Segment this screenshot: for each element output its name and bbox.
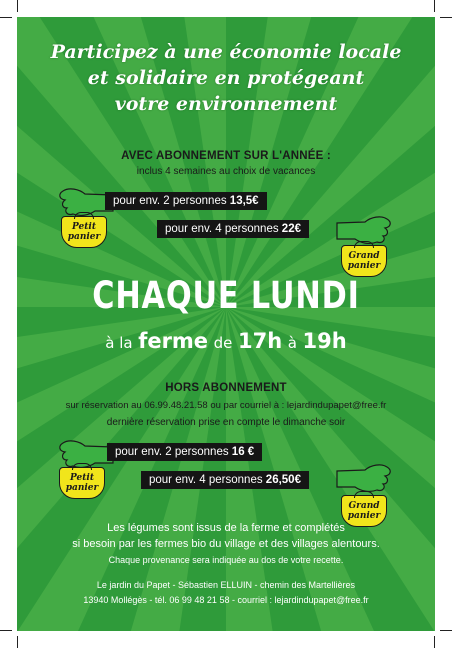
no-subscription-title: HORS ABONNEMENT (165, 382, 287, 394)
crop-mark (0, 17, 12, 18)
large-basket-icon (341, 245, 387, 277)
footer-line-1: Les légumes sont issus de la ferme et complétés (107, 522, 345, 534)
day-headline: CHAQUE LUNDI (92, 274, 360, 317)
flyer (17, 17, 435, 631)
headline-line-2: et solidaire en protégeant (87, 67, 365, 89)
basket-text: Petit (70, 473, 94, 483)
price-value: 16 € (231, 446, 255, 458)
no-subscription-note-2: dernière réservation prise en compte le dimanche soir (106, 417, 346, 428)
basket-text: Grand (348, 251, 380, 261)
schedule-de: de (213, 334, 233, 352)
crop-mark (434, 636, 435, 648)
crop-mark (440, 630, 452, 631)
price-value: 22€ (281, 223, 301, 235)
price-label: pour env. 4 personnes (149, 474, 263, 486)
crop-mark (434, 0, 435, 12)
footer-line-2: si besoin par les fermes bio du village et des villages alentours. (72, 538, 380, 550)
price-label: pour env. 2 personnes (115, 446, 229, 458)
crop-mark (17, 0, 18, 12)
crop-mark (440, 17, 452, 18)
headline (17, 39, 435, 117)
footer-line-3: Chaque provenance sera indiquée au dos de votre recette. (108, 555, 344, 565)
no-subscription-note-1: sur réservation au 06.99.48.21.58 ou par courriel à : lejardindupapet@free.fr (65, 400, 387, 411)
no-subscription-small-price (107, 443, 262, 461)
schedule-end: 19h (302, 329, 347, 353)
price-label: pour env. 4 personnes (165, 223, 279, 235)
headline-line-1: Participez à une économie locale (50, 41, 402, 63)
basket-text: panier (65, 483, 99, 493)
subscription-large-price (157, 220, 309, 238)
schedule (17, 329, 435, 353)
crop-mark (17, 636, 18, 648)
crop-mark (0, 630, 12, 631)
schedule-start: 17h (237, 329, 283, 353)
schedule-a: à (287, 334, 297, 352)
basket-text: Grand (348, 501, 380, 511)
small-basket-icon (61, 216, 107, 248)
subscription-small-price (105, 192, 267, 210)
subscription-title: AVEC ABONNEMENT SUR L'ANNÉE : (121, 150, 331, 162)
schedule-a-la: à la (105, 334, 133, 352)
price-value: 13,5€ (229, 195, 259, 207)
footer-contact-1: Le jardin du Papet - Sébastien ELLUIN - chemin des Martellières (96, 580, 356, 590)
no-subscription-large-price (141, 471, 309, 489)
basket-text: Petit (72, 222, 96, 232)
footer-contact-2: 13940 Mollégès - tél. 06 99 48 21 58 - courriel : lejardindupapet@free.fr (83, 595, 369, 605)
schedule-ferme: ferme (138, 329, 209, 353)
small-basket-icon (59, 467, 105, 499)
basket-text: panier (347, 261, 381, 271)
basket-text: panier (67, 232, 101, 242)
headline-line-3: votre environnement (114, 93, 338, 115)
price-label: pour env. 2 personnes (113, 195, 227, 207)
basket-text: panier (347, 511, 381, 521)
subscription-note: inclus 4 semaines au choix de vacances (136, 166, 316, 177)
price-value: 26,50€ (265, 474, 301, 486)
